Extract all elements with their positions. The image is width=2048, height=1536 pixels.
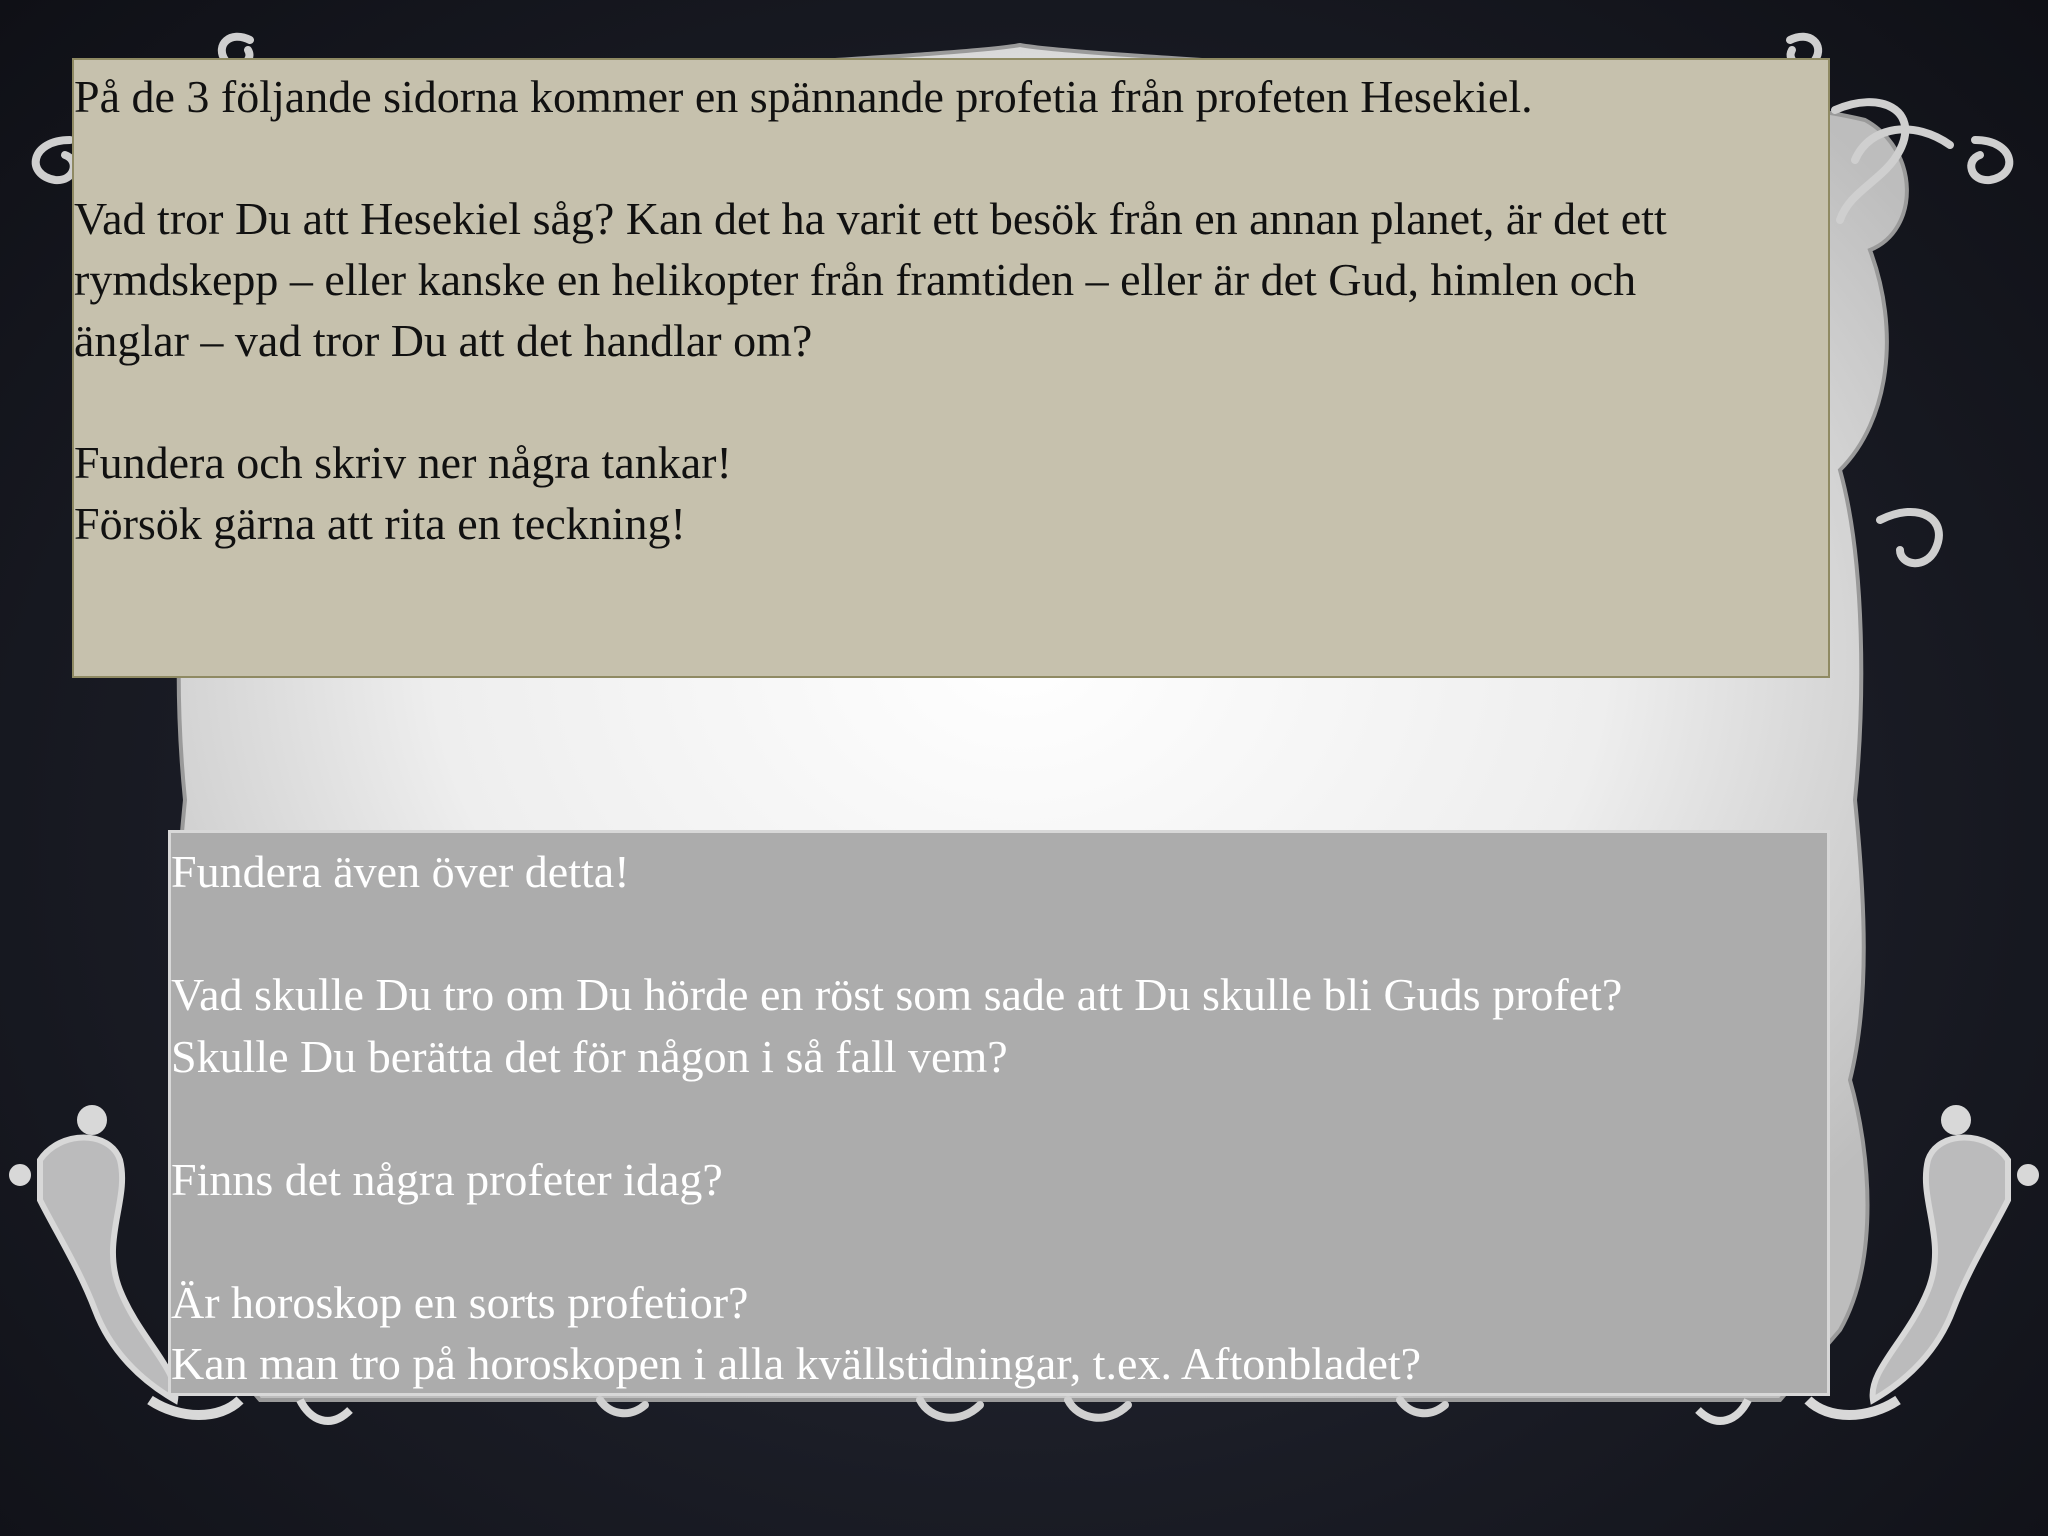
bottom-text-blank-line (171, 1210, 1827, 1272)
top-text-line: Fundera och skriv ner några tankar! (74, 437, 732, 488)
top-text-line: Vad tror Du att Hesekiel såg? Kan det ha varit ett besök från en annan planet, är det ett (74, 193, 1667, 244)
top-text-line: rymdskepp – eller kanske en helikopter från framtiden – eller är det Gud, himlen och (74, 254, 1637, 305)
bottom-text-line: Vad skulle Du tro om Du hörde en röst som sade att Du skulle bli Guds profet? (171, 969, 1623, 1020)
bottom-text-line: Kan man tro på horoskopen i alla kvällstidningar, t.ex. Aftonbladet? (171, 1338, 1422, 1389)
bottom-text-blank-line (171, 903, 1827, 965)
top-text-blank-line (74, 371, 1828, 432)
bottom-text-line: Finns det några profeter idag? (171, 1153, 723, 1205)
ornament-bottom-center (600, 1400, 1445, 1418)
bottom-text-line: Fundera även över detta! (171, 846, 630, 897)
bottom-text-box (168, 830, 1830, 1396)
bottom-text-blank-line (171, 1087, 1827, 1149)
top-text-blank-line (74, 127, 1828, 188)
top-text-line: änglar – vad tror Du att det handlar om? (74, 315, 813, 366)
bottom-text-line: Är horoskop en sorts profetior? (171, 1276, 749, 1328)
top-text-line: På de 3 följande sidorna kommer en spännande profetia från profeten Hesekiel. (74, 71, 1533, 122)
top-text-box (72, 58, 1830, 678)
bottom-text-line: Skulle Du berätta det för någon i så fall vem? (171, 1030, 1008, 1082)
top-text-line: Försök gärna att rita en teckning! (74, 498, 686, 549)
